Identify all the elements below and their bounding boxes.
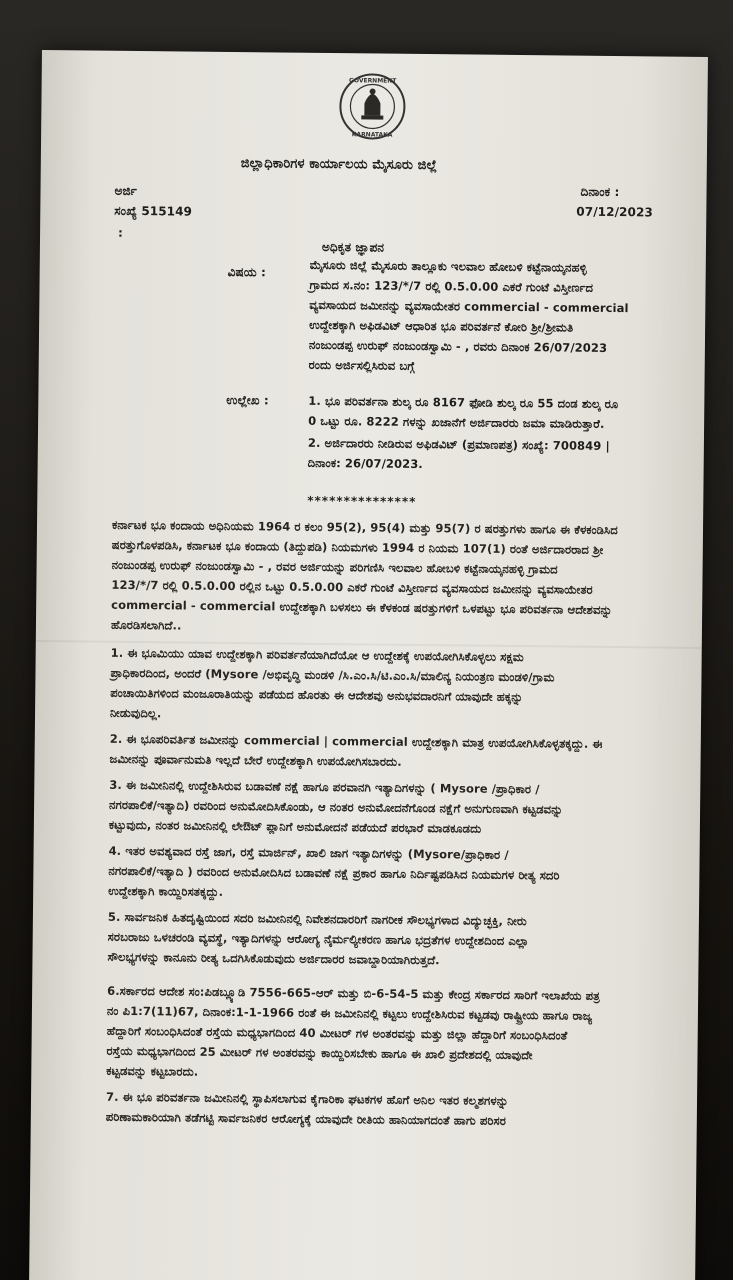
reference-line: ದಿನಾಂಕ: 26/07/2023. bbox=[307, 455, 423, 472]
date-label: ದಿನಾಂಕ : bbox=[580, 184, 620, 200]
condition-1-line: 1. ಈ ಭೂಮಿಯು ಯಾವ ಉದ್ದೇಶಕ್ಕಾಗಿ ಪರಿವರ್ತನೆಯಾಗಿದೆಯೋ ಆ ಉದ್ದೇಶಕ್ಕೆ ಉಪಯೋಗಿಸಿಕೊಳ್ಳಲು ಸಕ್ಷಮ bbox=[110, 645, 524, 665]
body-line: 123/*/7 ರಲ್ಲಿ 0.5.0.00 ರಲ್ಲಿನ ಒಟ್ಟು 0.5.0.00 ಎಕರೆ ಗುಂಟೆ ವಿಸ್ತೀರ್ಣದ ವ್ಯವಸಾಯದ ಜಮೀನನ್ನು ವ್ಯವಸಾಯೇತರ bbox=[111, 577, 593, 597]
condition-6-line: 6.ಸರ್ಕಾರದ ಆದೇಶ ಸಂ:ಪಿಡಬ್ಲ್ಯೂಡಿ 7556-665-ಆರ್ ಮತ್ತು ಬಿ-6-54-5 ಮತ್ತು ಕೇಂದ್ರ ಸರ್ಕಾರದ ಸಾರಿಗೆ ಇಲಾಖೆಯ ಪತ್ರ bbox=[107, 983, 600, 1003]
reference-line: 2. ಅರ್ಜಿದಾರರು ನೀಡಿರುವ ಅಫಿಡವಿಟ್ (ಪ್ರಮಾಣಪತ್ರ) ಸಂಖ್ಯೆ: 700849 | bbox=[307, 435, 610, 453]
condition-6-line: ನಂ ಪಿ1:7(11)67, ದಿನಾಂಕ:1-1-1966 ರಂತೆ ಈ ಜಮೀನಿನಲ್ಲಿ ಕಟ್ಟಲು ಉದ್ದೇಶಿಸಿರುವ ಕಟ್ಟಡವು ರಾಷ್ಟ್ರೀಯ ಹಾಗೂ ರಾಜ್ಯ bbox=[106, 1003, 593, 1023]
subject-line: ನಂಜುಂಡಪ್ಪ ಉರುಫ್ ನಂಜುಂಡಸ್ವಾಮಿ - , ರವರು ದಿನಾಂಕ 26/07/2023 bbox=[308, 337, 608, 355]
subject-line: ಉದ್ದೇಶಕ್ಕಾಗಿ ಅಫಿಡವಿಟ್ ಆಧಾರಿತ ಭೂ ಪರಿವರ್ತನೆ ಕೋರಿ ಶ್ರೀ/ಶ್ರೀಮತಿ bbox=[309, 317, 574, 335]
svg-text:KARNATAKA: KARNATAKA bbox=[351, 131, 393, 139]
body-line: ಕರ್ನಾಟಕ ಭೂ ಕಂದಾಯ ಅಧಿನಿಯಮ 1964 ರ ಕಲಂ 95(2), 95(4) ಮತ್ತು 95(7) ರ ಷರತ್ತುಗಳು ಹಾಗೂ ಈ ಕೆಳಕಂಡಿಸಿದ bbox=[111, 517, 618, 538]
reference-label: ಉಲ್ಲೇಖ : bbox=[226, 392, 269, 408]
application-number: ಸಂಖ್ಯೆ 515149 bbox=[114, 203, 193, 219]
condition-2-line: ಜಮೀನನ್ನು ಪೂರ್ವಾನುಮತಿ ಇಲ್ಲದೆ ಬೇರೆ ಉದ್ದೇಶಕ್ಕಾಗಿ ಉಪಯೋಗಿಸಬಾರದು. bbox=[109, 751, 402, 769]
condition-5-line: ಸರಬರಾಜು ಒಳಚರಂಡಿ ವ್ಯವಸ್ಥೆ, ಇತ್ಯಾದಿಗಳನ್ನು ಆರೋಗ್ಯ ನೈರ್ಮಲ್ಯೀಕರಣ ಹಾಗೂ ಭದ್ರತೆಗಳ ಉದ್ದೇಶದಿಂದ ಎಲ್ಲಾ bbox=[107, 929, 529, 949]
svg-text:GOVERNMENT: GOVERNMENT bbox=[348, 77, 397, 85]
subject-line: ವ್ಯವಸಾಯದ ಜಮೀನನ್ನು ವ್ಯವಸಾಯೇತರ commercial - commercial bbox=[309, 297, 629, 316]
condition-5-line: ಸೌಲಭ್ಯಗಳನ್ನು ಕಾನೂನು ರೀತ್ಯ ಒದಗಿಸಿಕೊಡುವುದು ಅರ್ಜಿದಾರರ ಜವಾಬ್ದಾರಿಯಾಗಿರುತ್ತದೆ. bbox=[107, 949, 440, 968]
separator: *************** bbox=[307, 493, 417, 509]
body-line: commercial - commercial ಉದ್ದೇಶಕ್ಕಾಗಿ ಬಳಸಲು ಈ ಕೆಳಕಂಡ ಷರತ್ತುಗಳಿಗೆ ಒಳಪಟ್ಟು ಭೂ ಪರಿವರ್ತನಾ ಆದೇಶವನ್ನು bbox=[111, 597, 613, 618]
condition-3-line: ನಗರಪಾಲಿಕೆ/ಇತ್ಯಾದಿ) ರವರಿಂದ ಅನುಮೋದಿಸಿಕೊಂಡು, ಆ ನಂತರ ಅನುಮೋದನೆಗೊಂಡ ನಕ್ಷೆಗೆ ಅನುಗುಣವಾಗಿ ಕಟ್ಟಡವನ್ನು bbox=[109, 797, 563, 817]
condition-6-line: ಕಟ್ಟಡವನ್ನು ಕಟ್ಟಬಾರದು. bbox=[106, 1063, 199, 1079]
application-label: ಅರ್ಜಿ bbox=[114, 183, 137, 199]
condition-6-line: ರಸ್ತೆಯ ಮಧ್ಯಭಾಗದಿಂದ 25 ಮೀಟರ್ ಗಳ ಅಂತರವನ್ನು ಕಾಯ್ದಿರಿಸಬೇಕು ಹಾಗೂ ಈ ಖಾಲಿ ಪ್ರದೇಶದಲ್ಲಿ ಯಾವುದೇ bbox=[106, 1043, 533, 1063]
condition-6-line: ಹೆದ್ದಾರಿಗೆ ಸಂಬಂಧಿಸಿದಂತೆ ರಸ್ತೆಯ ಮಧ್ಯಭಾಗದಿಂದ 40 ಮೀಟರ್ ಗಳ ಅಂತರವನ್ನು ಮತ್ತು ಜಿಲ್ಲಾ ಹೆದ್ದಾರಿಗೆ ಸಂಬಂಧಿಸಿದಂತೆ bbox=[106, 1023, 568, 1043]
document-page bbox=[28, 50, 707, 1280]
subject-line: ಮೈಸೂರು ಜಿಲ್ಲೆ ಮೈಸೂರು ತಾಲ್ಲೂಕು ಇಲವಾಲ ಹೋಬಳಿ ಕಟ್ಟೆನಾಯ್ಕನಹಳ್ಳಿ bbox=[309, 257, 587, 275]
condition-2-line: 2. ಈ ಭೂಪರಿವರ್ತಿತ ಜಮೀನನ್ನು commercial | commercial ಉದ್ದೇಶಕ್ಕಾಗಿ ಮಾತ್ರ ಉಪಯೋಗಿಸಿಕೊಳ್ಳತಕ್ಕದ್ದು. ಈ bbox=[109, 731, 603, 751]
reference-line: 0 ಒಟ್ಟು ರೂ. 8222 ಗಳನ್ನು ಖಜಾನೆಗೆ ಅರ್ಜಿದಾರರು ಜಮಾ ಮಾಡಿರುತ್ತಾರೆ. bbox=[308, 413, 605, 431]
condition-4-line: ನಗರಪಾಲಿಕೆ/ಇತ್ಯಾದಿ ) ರವರಿಂದ ಅನುಮೋದಿಸಿದ ಬಡಾವಣೆ ನಕ್ಷೆ ಪ್ರಕಾರ ಹಾಗೂ ನಿರ್ದಿಷ್ಟಪಡಿಸಿದ ನಿಯಮಗಳ ರೀತ್ಯ ಸದರಿ bbox=[108, 863, 560, 883]
condition-4-line: ಉದ್ದೇಶಕ್ಕಾಗಿ ಕಾಯ್ದಿರಿಸತಕ್ಕದ್ದು. bbox=[108, 883, 224, 899]
subject-line: ರಂದು ಅರ್ಜಿಸಲ್ಲಿಸಿರುವ ಬಗ್ಗೆ bbox=[308, 357, 415, 373]
condition-1-line: ನೀಡುವುದಿಲ್ಲ. bbox=[109, 705, 162, 721]
date-value: 07/12/2023 bbox=[576, 204, 653, 220]
condition-3-line: 3. ಈ ಜಮೀನಿನಲ್ಲಿ ಉದ್ದೇಶಿಸಿರುವ ಬಡಾವಣೆ ನಕ್ಷೆ ಹಾಗೂ ಪರವಾನಗಿ ಇತ್ಯಾದಿಗಳನ್ನು ( Mysore /ಪ್ರಾಧಿಕಾರ / bbox=[109, 777, 540, 797]
condition-4-line: 4. ಇತರ ಅವಶ್ಯವಾದ ರಸ್ತೆ ಜಾಗ, ರಸ್ತೆ ಮಾರ್ಜಿನ್, ಖಾಲಿ ಜಾಗ ಇತ್ಯಾದಿಗಳನ್ನು (Mysore/ಪ್ರಾಧಿಕಾರ / bbox=[108, 843, 509, 862]
condition-1-line: ಪಂಚಾಯಿತಿಗಳಿಂದ ಮಂಜೂರಾತಿಯನ್ನು ಪಡೆಯದ ಹೊರತು ಈ ಆದೇಶವು ಅನುಭವದಾರನಿಗೆ ಯಾವುದೇ ಹಕ್ಕನ್ನು bbox=[110, 685, 524, 705]
condition-3-line: ಕಟ್ಟುವುದು, ನಂತರ ಜಮೀನಿನಲ್ಲಿ ಲೇಔಟ್ ಪ್ಲಾನಿಗೆ ಅನುಮೋದನೆ ಪಡೆಯದೆ ಪರಭಾರೆ ಮಾಡಕೂಡದು bbox=[108, 817, 482, 836]
condition-7-line: 7. ಈ ಭೂ ಪರಿವರ್ತನಾ ಜಮೀನಿನಲ್ಲಿ ಸ್ಥಾಪಿಸಲಾಗುವ ಕೈಗಾರಿಕಾ ಘಟಕಗಳ ಹೊಗೆ ಅನಿಲ ಇತರ ಕಲ್ಮಶಗಳನ್ನು bbox=[105, 1089, 509, 1108]
condition-5-line: 5. ಸಾರ್ವಜನಿಕ ಹಿತದೃಷ್ಟಿಯಿಂದ ಸದರಿ ಜಮೀನಿನಲ್ಲಿ ನಿವೇಶನದಾರರಿಗೆ ನಾಗರೀಕ ಸೌಲಭ್ಯಗಳಾದ ವಿದ್ಯುಚ್ಛಕ್ತಿ, ನೀರು bbox=[107, 909, 527, 929]
karnataka-emblem-icon bbox=[337, 71, 408, 142]
condition-1-line: ಪ್ರಾಧಿಕಾರದಿಂದ, ಅಂದರೆ (Mysore /ಅಭಿವೃದ್ಧಿ ಮಂಡಳಿ /ಸಿ.ಎಂ.ಸಿ/ಟಿ.ಎಂ.ಸಿ/ಮಾಲಿನ್ಯ ನಿಯಂತ್ರಣ ಮಂಡಳಿ/ಗ್ರಾಮ bbox=[110, 665, 555, 685]
subject-line: ಗ್ರಾಮದ ಸ.ನಂ: 123/*/7 ರಲ್ಲಿ 0.5.0.00 ಎಕರೆ ಗುಂಟೆ ವಿಸ್ತೀರ್ಣದ bbox=[309, 277, 594, 295]
office-title: ಜಿಲ್ಲಾಧಿಕಾರಿಗಳ ಕಾರ್ಯಾಲಯ ಮೈಸೂರು ಜಿಲ್ಲೆ bbox=[240, 156, 438, 174]
subject-label: ವಿಷಯ : bbox=[227, 264, 266, 280]
body-line: ಷರತ್ತುಗೊಳಪಡಿಸಿ, ಕರ್ನಾಟಕ ಭೂ ಕಂದಾಯ (ತಿದ್ದುಪಡಿ) ನಿಯಮಗಳು 1994 ರ ನಿಯಮ 107(1) ರಂತೆ ಅರ್ಜಿದಾರರಾದ ಶ್ರೀ bbox=[111, 537, 604, 557]
body-line: ಹೊರಡಿಸಲಾಗಿದೆ.. bbox=[110, 617, 182, 633]
order-title: ಅಧಿಕೃತ ಜ್ಞಾಪನ bbox=[321, 239, 385, 255]
body-line: ನಂಜುಂಡಪ್ಪ ಉರುಫ್ ನಂಜುಂಡಸ್ವಾಮಿ - , ರವರ ಅರ್ಜಿಯನ್ನು ಪರಿಗಣಿಸಿ ಇಲವಾಲ ಹೋಬಳಿ ಕಟ್ಟೆನಾಯ್ಕನಹಳ್ಳಿ ಗ್ರಾಮದ bbox=[111, 557, 558, 577]
reference-line: 1. ಭೂ ಪರಿವರ್ತನಾ ಶುಲ್ಕ ರೂ 8167 ಫೋಡಿ ಶುಲ್ಕ ರೂ 55 ದಂಡ ಶುಲ್ಕ ರೂ bbox=[308, 393, 619, 412]
colon-mark: : bbox=[118, 225, 124, 240]
condition-7-line: ಪರಿಣಾಮಕಾರಿಯಾಗಿ ತಡೆಗಟ್ಟಿ ಸಾರ್ವಜನಿಕರ ಆರೋಗ್ಯಕ್ಕೆ ಯಾವುದೇ ರೀತಿಯ ಹಾನಿಯಾಗದಂತೆ ಹಾಗು ಪರಿಸರ bbox=[105, 1109, 507, 1128]
